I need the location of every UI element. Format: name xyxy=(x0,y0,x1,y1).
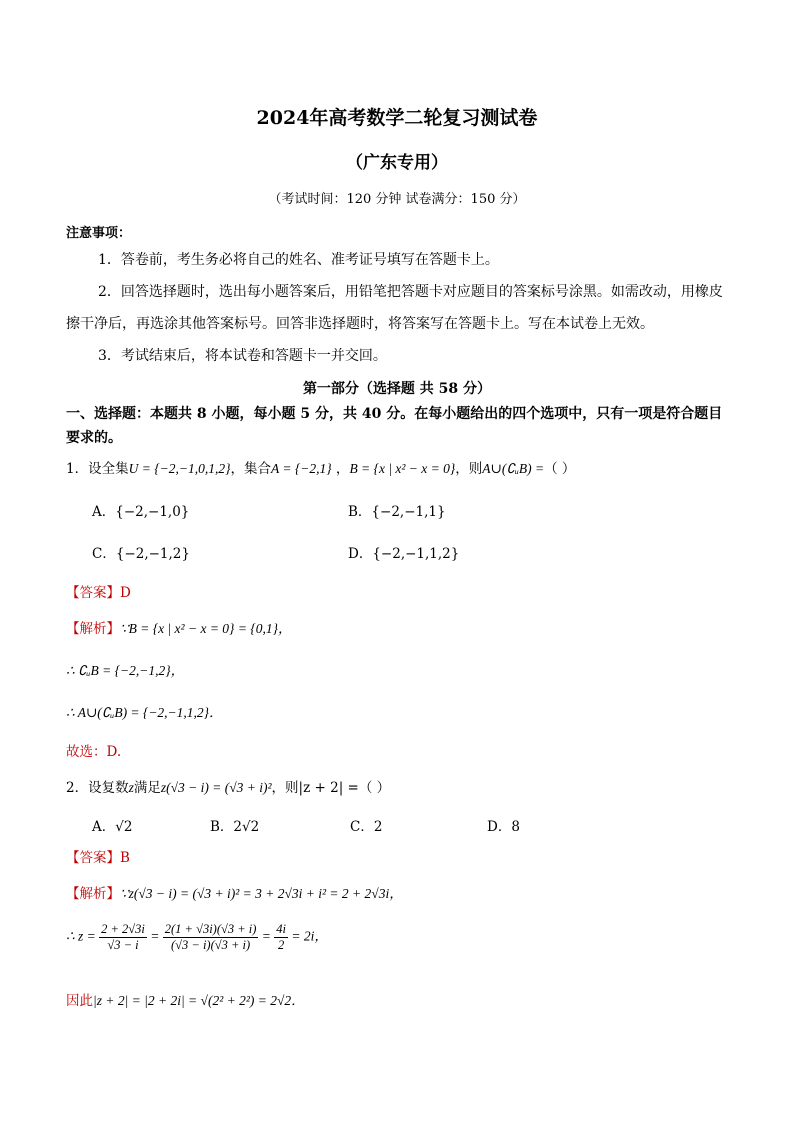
question-1-conclusion: 故选：D. xyxy=(66,744,122,760)
question-1-option-c: C．{−2,−1,2} xyxy=(92,546,190,562)
question-1-analysis-line-2: ∴ ∁ᵤB = {−2,−1,2}， xyxy=(66,663,185,678)
question-1-stem: 1．设全集U = {−2,−1,0,1,2}，集合A = {−2,1} ，B = {x | x² − x = 0}，则A∪(∁ᵤB) =（ ） xyxy=(66,461,576,477)
question-2-answer: 【答案】B xyxy=(66,850,130,866)
part-heading: 一、选择题：本题共 8 小题，每小题 5 分，共 40 分。在每小题给出的四个选项中，只有一项是符合题目要求的。 xyxy=(66,406,723,446)
exam-info: （考试时间：120 分钟 试卷满分：150 分） xyxy=(268,192,526,207)
question-2-option-d: D．8 xyxy=(487,819,520,835)
question-2-option-c: C．2 xyxy=(350,819,383,835)
question-1-analysis-line-1: 【解析】∵B = {x | x² − x = 0} = {0,1}， xyxy=(66,621,292,637)
section-heading: 第一部分（选择题 共 58 分） xyxy=(302,381,492,397)
question-2-stem: 2．设复数z满足z(√3 − i) = (√3 + i)²，则|z + 2| =（ ） xyxy=(66,780,391,796)
notice-item-2: 2．回答选择题时，选出每小题答案后，用铅笔把答题卡对应题目的答案标号涂黑。如需改动，用橡皮擦干净后，再选涂其他答案标号。回答非选择题时，将答案写在答题卡上。写在本试卷上无效。 xyxy=(66,284,723,332)
notice-heading: 注意事项： xyxy=(66,226,132,241)
page-title: 2024年高考数学二轮复习测试卷 xyxy=(256,107,538,129)
fraction-3: $\frac{4i}{2}$ xyxy=(276,922,287,952)
page-subtitle: （广东专用） xyxy=(346,153,448,173)
question-2-option-a: A．√2 xyxy=(92,819,133,835)
fraction-2: $\frac{2(1 + √3i)(√3 + i)}{(√3 - i)(√3 + i)}$ xyxy=(164,922,257,952)
notice-item-3: 3．考试结束后，将本试卷和答题卡一并交回。 xyxy=(98,348,387,364)
question-1-option-a: A．{−2,−1,0} xyxy=(92,504,190,520)
question-2-analysis-line-1: 【解析】∵z(√3 − i) = (√3 + i)² = 3 + 2√3i + i² = 2 + 2√3i， xyxy=(66,886,403,902)
fraction-1: $\frac{2 + 2√3i}{√3 - i}$ xyxy=(101,922,145,952)
question-1-analysis-line-3: ∴ A∪(∁ᵤB) = {−2,−1,1,2}． xyxy=(66,705,223,720)
notice-item-1: 1．答卷前，考生务必将自己的姓名、准考证号填写在答题卡上。 xyxy=(98,252,499,268)
equals-sign: = xyxy=(261,928,271,944)
question-1-option-d: D．{−2,−1,1,2} xyxy=(348,546,460,562)
question-1-option-b: B．{−2,−1,1} xyxy=(348,504,446,520)
question-1-answer: 【答案】D xyxy=(66,585,131,601)
question-2-conclusion: 因此|z + 2| = |2 + 2i| = √(2² + 2²) = 2√2． xyxy=(66,993,305,1009)
question-2-analysis-line-2: ∴ z = $\frac{2 + 2√3i}{√3 - i}$ = $\frac{2(1 + √3i)(√3 + i)}{(√3 - i)(√3 + i)}$ = $\frac{4i}{2}$ = 2i， xyxy=(66,922,328,952)
question-2-option-b: B．2√2 xyxy=(210,819,260,835)
